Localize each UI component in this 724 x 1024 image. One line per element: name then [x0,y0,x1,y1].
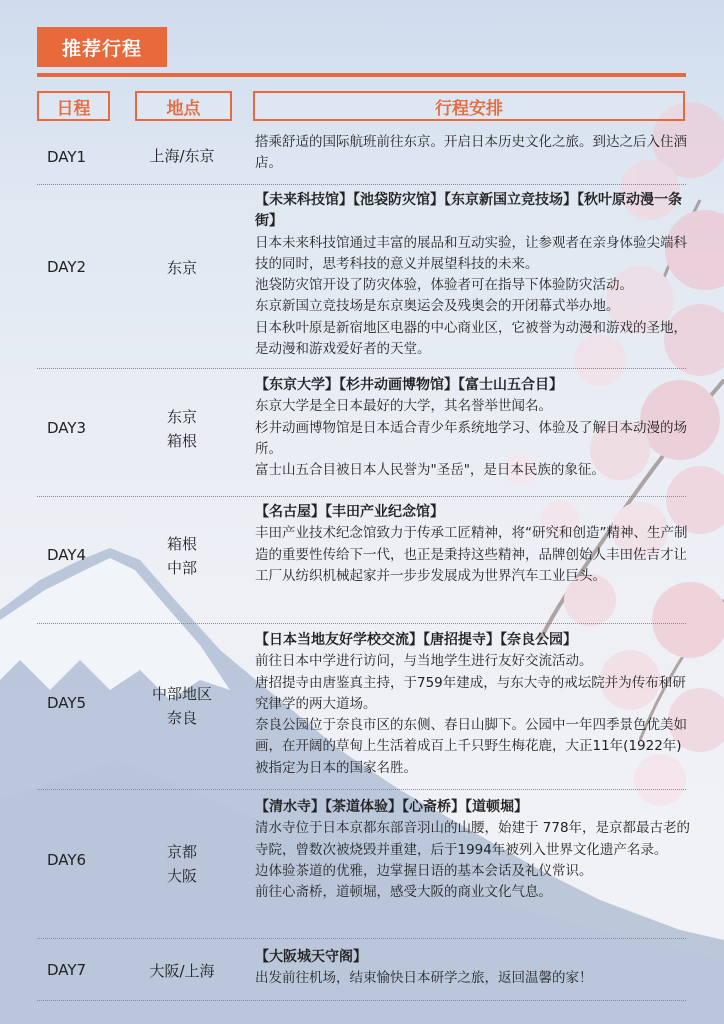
itinerary-row [37,130,686,182]
row-separator [37,623,686,624]
plan-text [255,190,695,360]
plan-paragraph: 东京大学是全日本最好的大学，其名誉举世闻名。 [255,398,552,415]
place-line: 箱根 [166,535,197,553]
place-label [137,144,227,168]
plan-paragraph: 日本未来科技馆通过丰富的展品和互动实验，让参观者在亲身体验尖端科技的同时，思考科技的意义并展望科技的未来。 [255,234,687,272]
place-line: 东京 [166,408,197,426]
place-line: 大阪 [166,867,197,885]
header-place: 地点 [135,91,232,121]
plan-paragraph: 出发前往机场，结束愉快日本研学之旅，返回温馨的家！ [255,970,593,987]
day-label: DAY3 [47,419,87,437]
place-label [137,532,227,580]
plan-paragraph: 边体验茶道的优雅，边掌握日语的基本会话及礼仪常识。 [255,862,593,879]
plan-paragraph: 池袋防灾馆开设了防灾体验，体验者可在指导下体验防灾活动。 [255,277,633,294]
itinerary-row [37,795,691,935]
header-day: 日程 [37,91,110,121]
plan-paragraph: 前往日本中学进行访问，与当地学生进行友好交流活动。 [255,653,593,670]
place-label [137,840,227,888]
plan-paragraph: 清水寺位于日本京都东部音羽山的山腰，始建于 778年，是京都最古老的寺院，曾数次被烧毁并重建，后于1994年被列入世界文化遗产名录。 [255,820,691,858]
place-label [137,959,227,983]
place-line: 上海/东京 [149,147,215,165]
spot-list: 【未来科技馆】【池袋防灾馆】【东京新国立竞技场】【秋叶原动漫一条街】 [255,192,682,230]
spot-list: 【东京大学】【杉井动画博物馆】【富士山五合目】 [255,377,563,393]
plan-paragraph: 日本秋叶原是新宿地区电器的中心商业区，它被誉为动漫和游戏的圣地，是动漫和游戏爱好者的天堂。 [255,319,687,358]
plan-paragraph: 丰田产业技术纪念馆致力于传承工匠精神，将“研究和创造”精神、生产制造的重要性传给下一代，也正是秉持这些精神，品牌创始人丰田佐吉才让工厂从纺织机械起家并一步步发展成为世界汽车工业巨头。 [255,525,688,584]
day-label: DAY6 [47,851,87,869]
plan-text [255,630,695,779]
day-label: DAY7 [47,961,87,979]
itinerary-row [37,188,686,364]
row-separator [37,368,686,369]
place-label [137,405,227,453]
place-line: 中部 [166,559,197,577]
place-line: 箱根 [166,432,197,450]
place-line: 中部地区 [151,685,212,703]
page-title: 推荐行程 [37,27,167,67]
plan-text [255,502,695,587]
plan-paragraph: 唐招提寺由唐鉴真主持，于759年建成，与东大寺的戒坛院并为传布和研究律学的两大道场。 [255,674,686,712]
spot-list: 【日本当地友好学校交流】【唐招提寺】【奈良公园】 [255,632,577,648]
day-label: DAY4 [47,546,87,564]
plan-paragraph: 东京新国立竞技场是东京奥运会及残奥会的开闭幕式举办地。 [255,298,620,315]
row-separator [37,1000,686,1001]
day-label: DAY1 [47,148,87,166]
plan-paragraph: 前往心斋桥，道顿堀，感受大阪的商业文化气息。 [255,884,552,901]
plan-paragraph: 富士山五合目被日本人民誉为"圣岳"，是日本民族的象征。 [255,462,605,479]
plan-paragraph: 杉井动画博物馆是日本适合青少年系统地学习、体验及了解日本动漫的场所。 [255,419,687,457]
itinerary-row [37,500,686,618]
place-label [137,256,227,280]
place-line: 大阪/上海 [149,962,215,980]
itinerary-row [37,945,686,1005]
plan-text [255,375,695,481]
plan-text [255,797,695,903]
day-label: DAY5 [47,694,87,712]
itinerary-row [37,373,686,491]
row-separator [37,184,686,185]
plan-paragraph: 奈良公园位于奈良市区的东侧、春日山脚下。公园中一年四季景色优美如画，在开阔的草甸上生活着成百上千只野生梅花鹿，大正11年(1922年)被指定为日本的国家名胜。 [255,717,687,776]
place-line: 京都 [166,843,197,861]
itinerary-row [37,628,686,786]
header-plan: 行程安排 [253,91,685,121]
place-label [137,682,227,730]
spot-list: 【名古屋】【丰田产业纪念馆】 [255,504,444,520]
row-separator [37,938,686,939]
plan-text [255,132,695,175]
plan-text [255,947,695,990]
header-divider [37,73,686,77]
place-line: 东京 [166,259,197,277]
row-separator [37,496,686,497]
spot-list: 【清水寺】【茶道体验】【心斋桥】【道顿堀】 [255,799,528,815]
spot-list: 【大阪城天守阁】 [255,949,367,965]
place-line: 奈良 [166,709,197,727]
plan-paragraph: 搭乘舒适的国际航班前往东京。开启日本历史文化之旅。到达之后入住酒店。 [255,134,687,172]
row-separator [37,789,686,790]
day-label: DAY2 [47,258,87,276]
